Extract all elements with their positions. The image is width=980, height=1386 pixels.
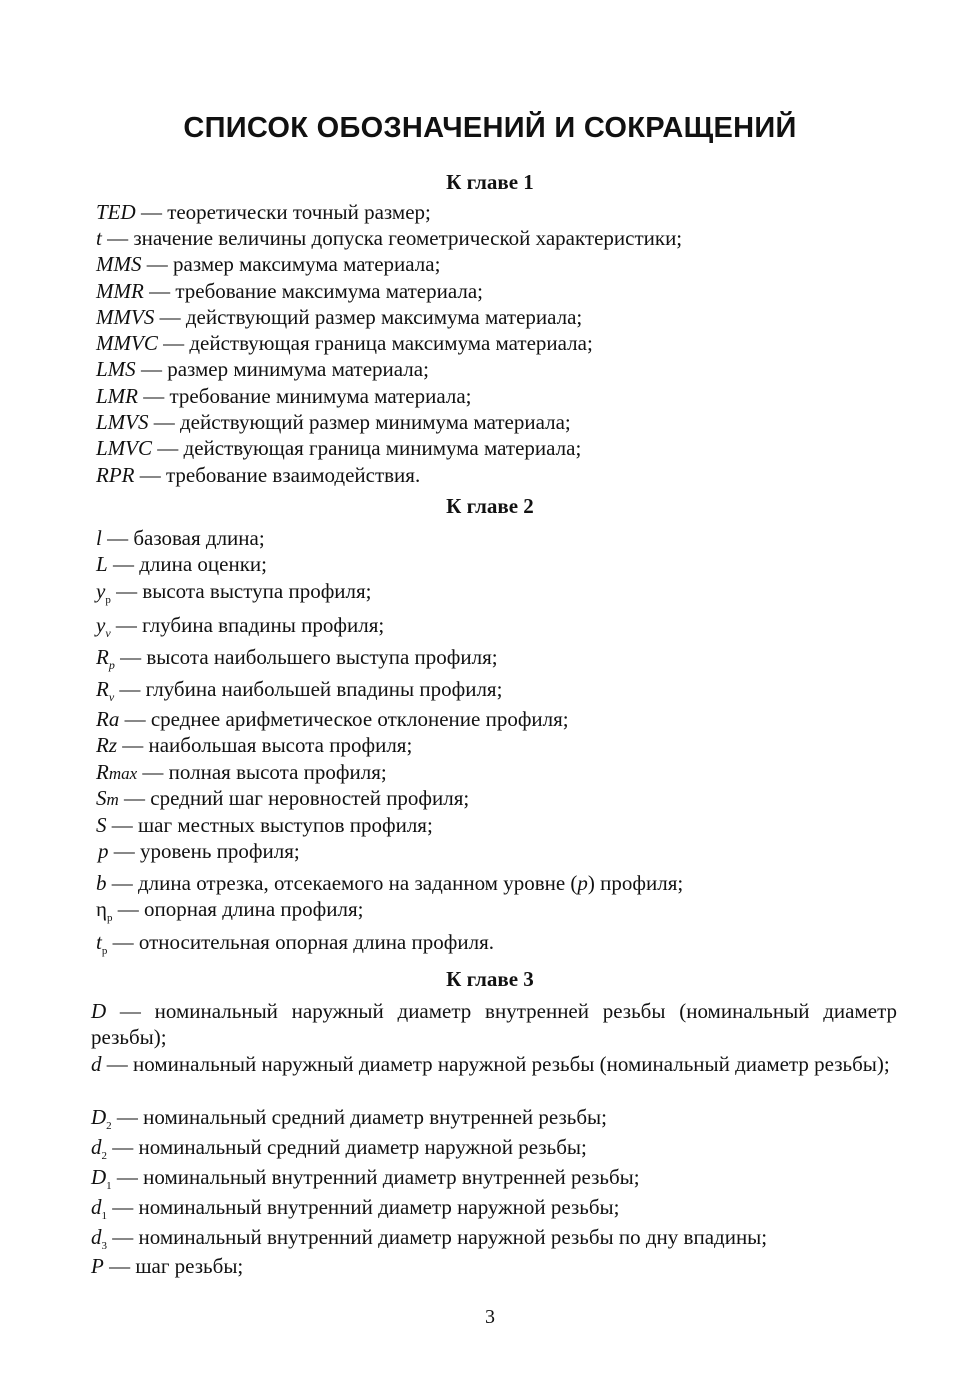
definition-text: — действующий размер максимума материала;: [154, 305, 583, 329]
definition-item: [91, 1051, 897, 1077]
symbol: t: [96, 226, 102, 250]
definition-item: [96, 578, 896, 608]
definition-item: [96, 225, 896, 251]
symbol: Rz: [96, 733, 117, 757]
symbol: P: [91, 1254, 104, 1278]
definition-text: — глубина впадины профиля;: [110, 613, 385, 637]
section-heading-chapter-1: К главе 1: [446, 170, 534, 194]
definition-text: — требование взаимодействия.: [134, 463, 421, 487]
definition-item: [96, 644, 896, 673]
definition-text: — длина оценки;: [107, 552, 267, 576]
symbol: l: [96, 526, 102, 550]
definition-text: — номинальный внутренний диаметр внутренней резьбы;: [111, 1165, 640, 1189]
definition-text: — длина отрезка, отсекаемого на заданном уровне (: [106, 871, 578, 895]
subscript: p: [108, 658, 115, 672]
subscript: 1: [106, 1180, 112, 1192]
definition-item: [96, 409, 896, 435]
definition-text: — средний шаг неровностей профиля;: [118, 786, 470, 810]
subscript: p: [101, 945, 108, 957]
symbol: b: [96, 871, 107, 895]
subscript: v: [105, 626, 111, 640]
symbol: d: [91, 1052, 102, 1076]
symbol: Ra: [96, 707, 120, 731]
definition-text-end: ) профиля;: [587, 871, 684, 895]
definition-text: — среднее арифметическое отклонение профиля;: [119, 707, 569, 731]
symbol: TED: [96, 200, 136, 224]
definition-item: [96, 278, 896, 304]
subscript: 2: [101, 1150, 107, 1162]
definition-text: — высота наибольшего выступа профиля;: [114, 645, 498, 669]
definition-text: — значение величины допуска геометрической характеристики;: [101, 226, 683, 250]
definition-item: [91, 1104, 891, 1134]
definition-item: [91, 1134, 891, 1164]
definition-text: — теоретически точный размер;: [135, 200, 431, 224]
definition-item: [91, 1224, 891, 1254]
definition-item: [96, 462, 896, 488]
subscript: p: [106, 912, 113, 924]
definition-item: [96, 330, 896, 356]
definition-text: — наибольшая высота профиля;: [117, 733, 413, 757]
definition-item: [96, 732, 896, 758]
definition-item: [96, 706, 896, 732]
symbol: LMR: [96, 384, 138, 408]
page-title: СПИСОК ОБОЗНАЧЕНИЙ И СОКРАЩЕНИЙ: [183, 112, 797, 144]
symbol: LMVS: [96, 410, 149, 434]
subscript: m: [106, 790, 119, 809]
definition-text: — действующий размер минимума материала;: [148, 410, 571, 434]
definition-text: — номинальный наружный диаметр наружной резьбы (номинальный диаметр резьбы);: [101, 1052, 890, 1076]
definition-text: — действующая граница максимума материала;: [157, 331, 593, 355]
symbol: d: [91, 1135, 102, 1159]
symbol: RPR: [96, 463, 135, 487]
definition-item: [96, 551, 896, 577]
subscript: 3: [101, 1240, 107, 1252]
definition-text: — базовая длина;: [101, 526, 265, 550]
definition-text: — шаг резьбы;: [103, 1254, 244, 1278]
definition-item: [98, 838, 898, 864]
definition-item: [96, 759, 896, 787]
symbol: MMVS: [96, 305, 155, 329]
definition-item: [96, 870, 896, 896]
symbol: LMS: [96, 357, 136, 381]
definition-item: [96, 896, 896, 926]
definition-text: — номинальный внутренний диаметр наружной резьбы;: [107, 1195, 620, 1219]
symbol: R: [96, 677, 109, 701]
definition-item: [96, 356, 896, 382]
symbol: MMVC: [96, 331, 158, 355]
definition-text: — требование максимума материала;: [143, 279, 484, 303]
definition-text: — шаг местных выступов профиля;: [106, 813, 433, 837]
symbol: p: [98, 839, 109, 863]
symbol: D: [91, 1105, 107, 1129]
subscript: v: [108, 690, 115, 704]
symbol: S: [96, 813, 107, 837]
definition-text: — относительная опорная длина профиля.: [107, 930, 494, 954]
symbol: d: [91, 1225, 102, 1249]
definition-item: [96, 251, 896, 277]
symbol: LMVC: [96, 436, 153, 460]
definition-text: — действующая граница минимума материала;: [152, 436, 582, 460]
subscript: 2: [106, 1120, 112, 1132]
subscript: max: [108, 764, 138, 783]
definition-item: [91, 1194, 891, 1224]
definition-text: — полная высота профиля;: [137, 760, 387, 784]
symbol: S: [96, 786, 107, 810]
definition-item: [96, 525, 896, 551]
definition-text: — требование минимума материала;: [138, 384, 472, 408]
definition-text: — размер максимума материала;: [141, 252, 441, 276]
definition-item: [96, 199, 896, 225]
symbol: R: [96, 645, 109, 669]
definition-item: [96, 929, 896, 959]
section-heading-chapter-3: К главе 3: [446, 967, 534, 991]
definition-text: — высота выступа профиля;: [110, 579, 372, 603]
definition-item: [96, 612, 896, 641]
definition-item: [91, 1253, 891, 1279]
symbol: y: [96, 579, 106, 603]
symbol: R: [96, 760, 109, 784]
page-number: 3: [485, 1306, 495, 1328]
definition-item: [96, 812, 896, 838]
subscript: p: [105, 594, 111, 606]
definition-text: — размер минимума материала;: [135, 357, 429, 381]
subscript: 1: [101, 1210, 107, 1222]
symbol: t: [96, 930, 102, 954]
definition-item: [91, 1164, 891, 1194]
definition-text: — номинальный средний диаметр внутренней резьбы;: [111, 1105, 607, 1129]
definition-item: [96, 304, 896, 330]
symbol: η: [96, 897, 107, 921]
definition-item: [96, 383, 896, 409]
definition-item: [96, 785, 896, 813]
section-heading-chapter-2: К главе 2: [446, 494, 534, 518]
symbol: D: [91, 1165, 107, 1189]
symbol: y: [96, 613, 106, 637]
symbol-inline: p: [577, 871, 588, 895]
definition-text: — номинальный наружный диаметр внутренней резьбы (номинальный диаметр резьбы);: [91, 999, 897, 1049]
symbol: d: [91, 1195, 102, 1219]
symbol: MMS: [96, 252, 142, 276]
definition-item: [91, 998, 897, 1050]
symbol: MMR: [96, 279, 144, 303]
definition-item: [96, 676, 896, 705]
definition-item: [96, 435, 896, 461]
definition-text: — номинальный средний диаметр наружной резьбы;: [107, 1135, 587, 1159]
definition-text: — уровень профиля;: [108, 839, 300, 863]
symbol: D: [91, 999, 107, 1023]
definition-text: — номинальный внутренний диаметр наружной резьбы по дну впадины;: [107, 1225, 768, 1249]
definition-text: — опорная длина профиля;: [112, 897, 364, 921]
symbol: L: [96, 552, 108, 576]
definition-text: — глубина наибольшей впадины профиля;: [114, 677, 503, 701]
